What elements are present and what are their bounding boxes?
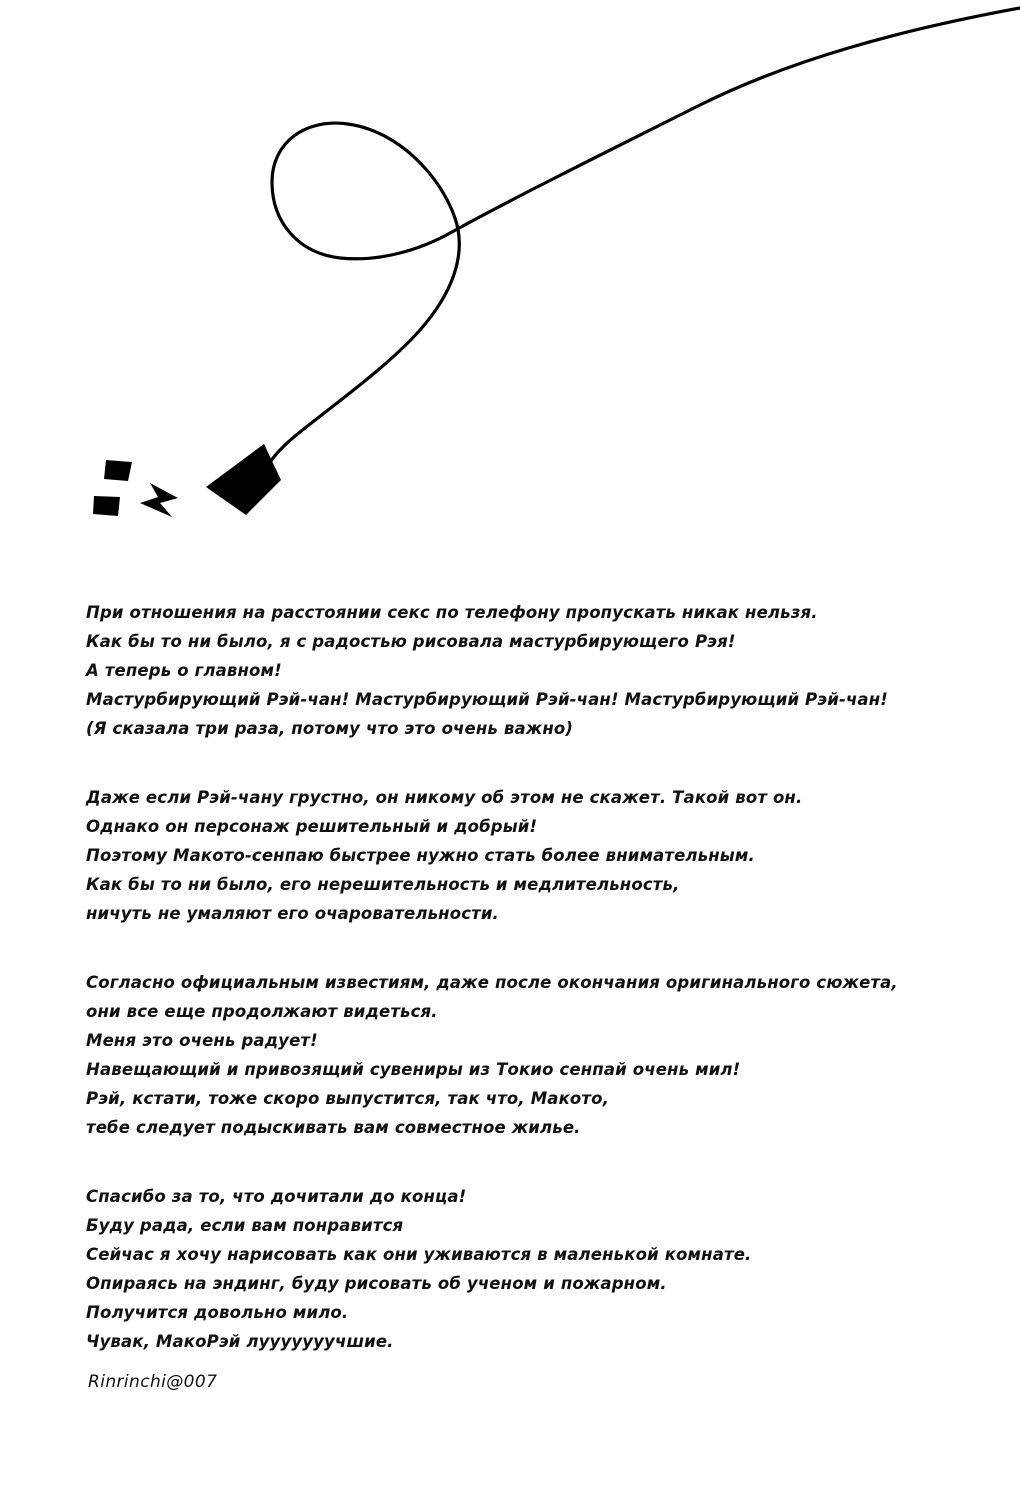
afterword-line: Меня это очень радует! [86,1031,318,1050]
afterword-line: Мастурбирующий Рэй-чан! Мастурбирующий Рэй-чан! Мастурбирующий Рэй-чан! [86,690,888,709]
afterword-line: Чувак, МакоРэй лууууууучшие. [86,1332,394,1351]
afterword-line: А теперь о главном! [86,661,282,680]
afterword-text [86,598,956,1356]
kite-illustration [0,0,1020,580]
afterword-line: Сейчас я хочу нарисовать как они уживаются в маленькой комнате. [86,1245,752,1264]
afterword-paragraph-3 [86,968,956,1142]
afterword-line: Даже если Рэй-чану грустно, он никому об этом не скажет. Такой вот он. [86,788,803,807]
afterword-line: тебе следует подыскивать вам совместное жилье. [86,1118,581,1137]
afterword-paragraph-1 [86,598,956,743]
afterword-line: Навещающий и привозящий сувениры из Токио сенпай очень мил! [86,1060,741,1079]
afterword-line: Как бы то ни было, его нерешительность и медлительность, [86,875,680,894]
afterword-line: они все еще продолжают видеться. [86,1002,438,1021]
afterword-paragraph-2 [86,783,956,928]
afterword-line: Согласно официальным известиям, даже после окончания оригинального сюжета, [86,973,898,992]
afterword-line: Буду рада, если вам понравится [86,1216,404,1235]
afterword-line: Однако он персонаж решительный и добрый! [86,817,538,836]
afterword-line: ничуть не умаляют его очаровательности. [86,904,499,923]
author-signature: Rinrinchi@007 [88,1372,218,1392]
afterword-line: Получится довольно мило. [86,1303,349,1322]
afterword-line: Поэтому Макото-сенпаю быстрее нужно стать более внимательным. [86,846,755,865]
afterword-line: При отношения на расстоянии секс по телефону пропускать никак нельзя. [86,603,818,622]
afterword-line: Опираясь на эндинг, буду рисовать об ученом и пожарном. [86,1274,667,1293]
afterword-line: Как бы то ни было, я с радостью рисовала мастурбирующего Рэя! [86,632,736,651]
afterword-line: Рэй, кстати, тоже скоро выпустится, так что, Макото, [86,1089,610,1108]
afterword-line: (Я сказала три раза, потому что это очень важно) [86,719,574,738]
afterword-paragraph-4 [86,1182,956,1356]
afterword-line: Спасибо за то, что дочитали до конца! [86,1187,467,1206]
